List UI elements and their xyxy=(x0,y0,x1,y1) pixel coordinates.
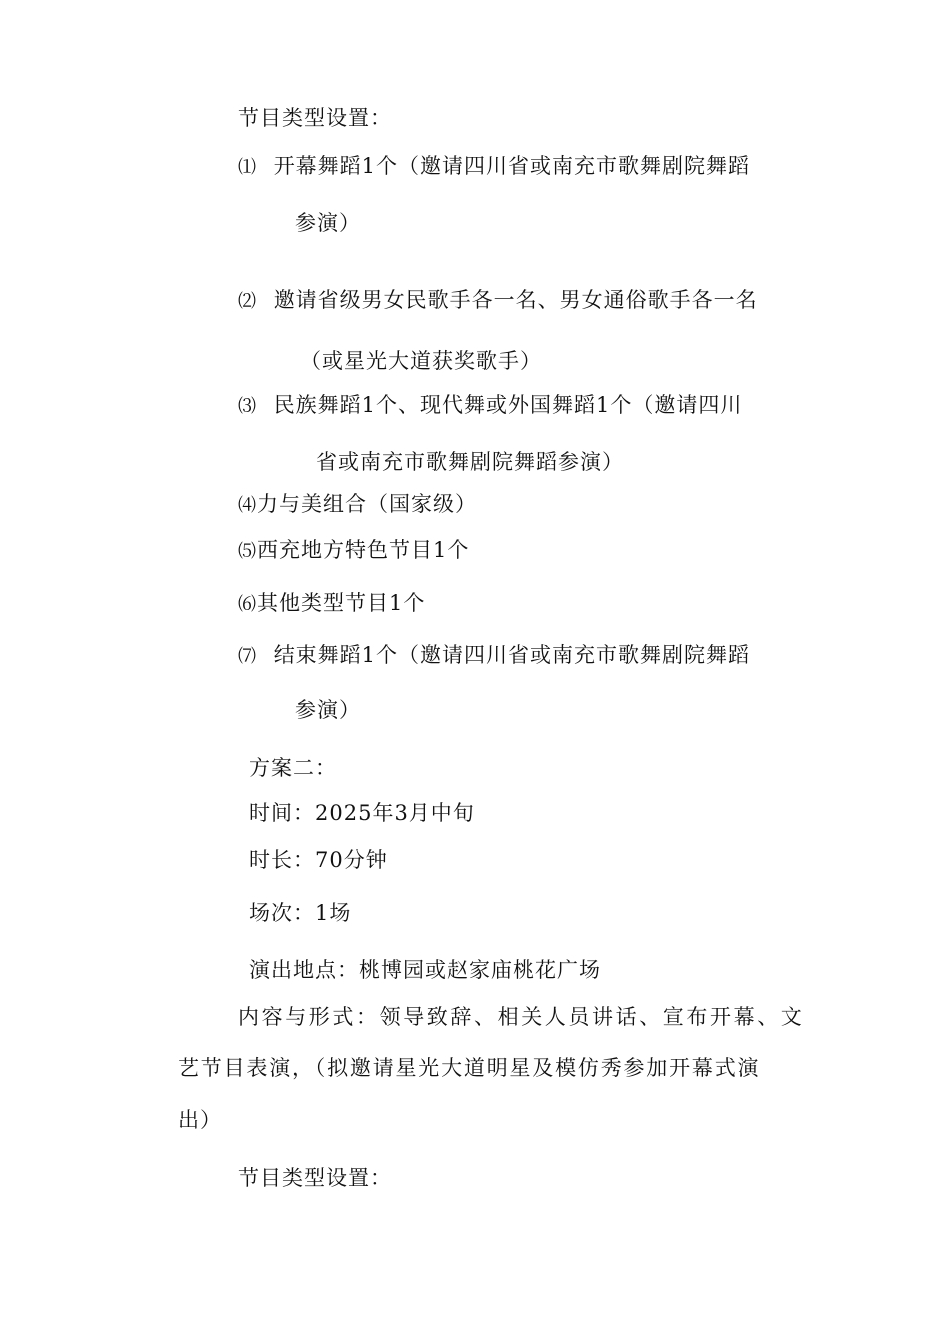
item-continuation: 参演） xyxy=(295,698,361,722)
list-item xyxy=(238,391,742,421)
item-number: ⑵ xyxy=(238,291,257,312)
item-number: ⑺ xyxy=(238,646,257,667)
list-item xyxy=(238,490,477,520)
plan2-duration: 时长：70分钟 xyxy=(249,848,388,872)
item-text: 其他类型节目1个 xyxy=(257,591,426,615)
plan2-time: 时间：2025年3月中旬 xyxy=(249,801,475,825)
plan2-content-line-1: 内容与形式：领导致辞、相关人员讲话、宣布开幕、文 xyxy=(238,1005,805,1029)
item-text: 开幕舞蹈1个（邀请四川省或南充市歌舞剧院舞蹈 xyxy=(273,154,751,178)
list-item xyxy=(238,641,750,671)
item-continuation: 参演） xyxy=(295,211,361,235)
plan2-content-line-2: 艺节目表演，（拟邀请星光大道明星及模仿秀参加开幕式演 xyxy=(178,1056,761,1080)
item-number: ⑹ xyxy=(238,594,257,615)
list-item xyxy=(238,536,469,566)
item-text: 力与美组合（国家级） xyxy=(257,492,477,516)
list-item xyxy=(238,589,425,619)
plan2-program-type-heading: 节目类型设置： xyxy=(238,1166,392,1190)
program-type-heading: 节目类型设置： xyxy=(238,106,392,130)
item-text: 邀请省级男女民歌手各一名、男女通俗歌手各一名 xyxy=(273,288,758,312)
item-text: 西充地方特色节目1个 xyxy=(257,538,470,562)
item-text: 结束舞蹈1个（邀请四川省或南充市歌舞剧院舞蹈 xyxy=(273,643,751,667)
item-number: ⑶ xyxy=(238,396,257,417)
item-continuation: （或星光大道获奖歌手） xyxy=(300,349,542,373)
list-item xyxy=(238,286,758,316)
plan2-venue: 演出地点：桃博园或赵家庙桃花广场 xyxy=(249,958,601,982)
item-number: ⑴ xyxy=(238,157,257,178)
list-item xyxy=(238,152,750,182)
plan2-content-line-3: 出） xyxy=(178,1108,222,1132)
item-number: ⑷ xyxy=(238,495,257,516)
item-number: ⑸ xyxy=(238,541,257,562)
item-continuation: 省或南充市歌舞剧院舞蹈参演） xyxy=(316,450,624,474)
plan2-shows: 场次：1场 xyxy=(249,901,352,925)
item-text: 民族舞蹈1个、现代舞或外国舞蹈1个（邀请四川 xyxy=(273,393,743,417)
plan2-title: 方案二： xyxy=(249,756,337,780)
